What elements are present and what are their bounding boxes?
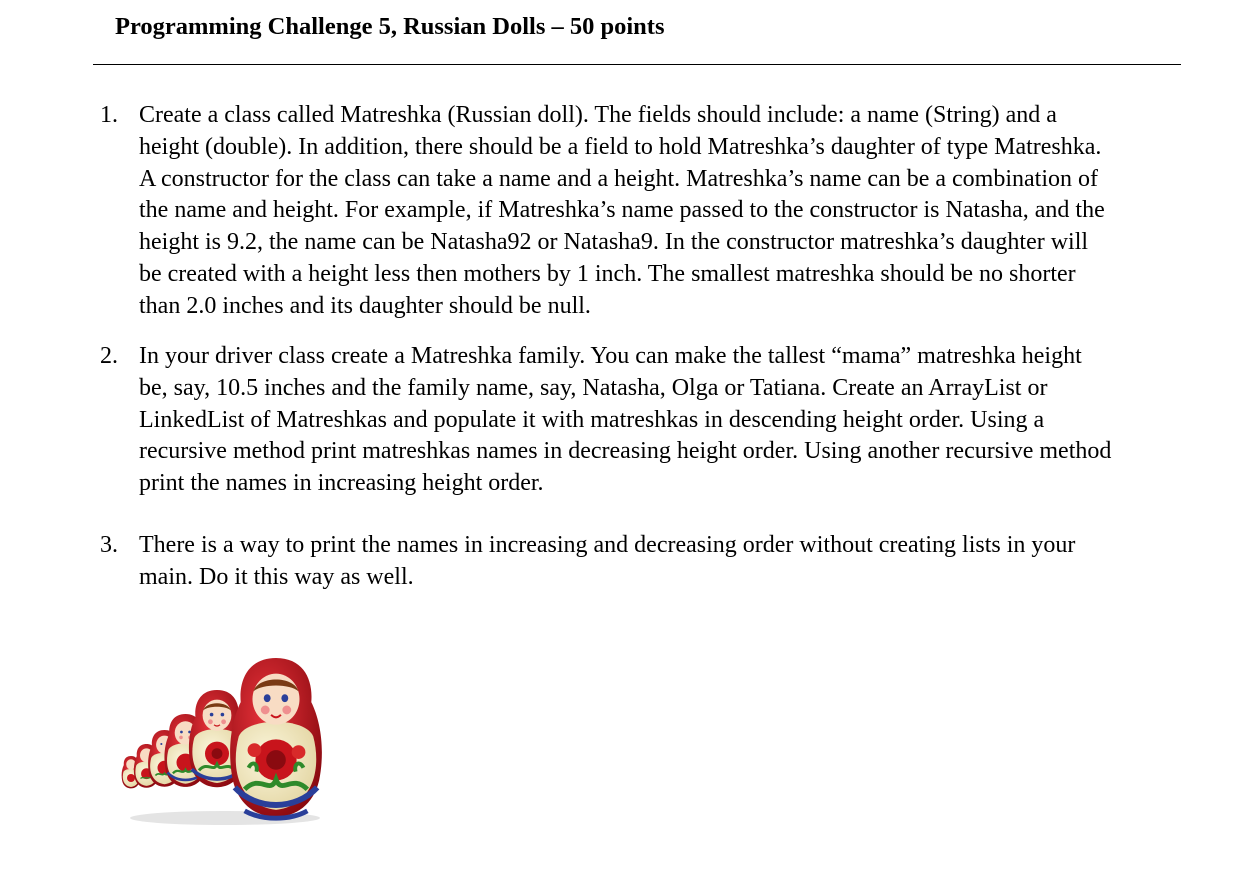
text-line: be, say, 10.5 inches and the family name, say, Natasha, Olga or Tatiana. Create an ArrayList or: [139, 374, 1048, 401]
task-text: [139, 530, 1181, 594]
text-line: print the names in increasing height order.: [139, 470, 544, 497]
text-line: the name and height. For example, if Matreshka’s name passed to the constructor is Natasha, and the: [139, 197, 1105, 224]
task-number: 1.: [100, 102, 118, 128]
task-number: 3.: [100, 532, 118, 558]
task-text: [139, 100, 1181, 323]
doll-1: [230, 658, 322, 818]
page-title: Programming Challenge 5, Russian Dolls – 50 points: [115, 13, 665, 40]
text-line: height (double). In addition, there should be a field to hold Matreshka’s daughter of type Matreshka.: [139, 133, 1102, 160]
text-line: In your driver class create a Matreshka family. You can make the tallest “mama” matreshka height: [139, 343, 1082, 369]
text-line: A constructor for the class can take a name and a height. Matreshka’s name can be a combination of: [139, 165, 1098, 192]
task-text: [139, 341, 1181, 500]
text-line: There is a way to print the names in increasing and decreasing order without creating lists in your: [139, 532, 1076, 558]
title-divider: [93, 64, 1181, 65]
text-line: Create a class called Matreshka (Russian doll). The fields should include: a name (String) and a: [139, 102, 1057, 128]
text-line: be created with a height less then mothers by 1 inch. The smallest matreshka should be no shorter: [139, 260, 1076, 287]
text-line: main. Do it this way as well.: [139, 563, 414, 590]
text-line: than 2.0 inches and its daughter should be null.: [139, 292, 591, 319]
text-line: LinkedList of Matreshkas and populate it with matreshkas in descending height order. Using a: [139, 406, 1045, 433]
text-line: height is 9.2, the name can be Natasha92 or Natasha9. In the constructor matreshka’s daughter will: [139, 229, 1089, 256]
task-number: 2.: [100, 343, 118, 369]
matryoshka-dolls-image: [105, 652, 330, 827]
text-line: recursive method print matreshkas names in decreasing height order. Using another recursive method: [139, 438, 1112, 465]
